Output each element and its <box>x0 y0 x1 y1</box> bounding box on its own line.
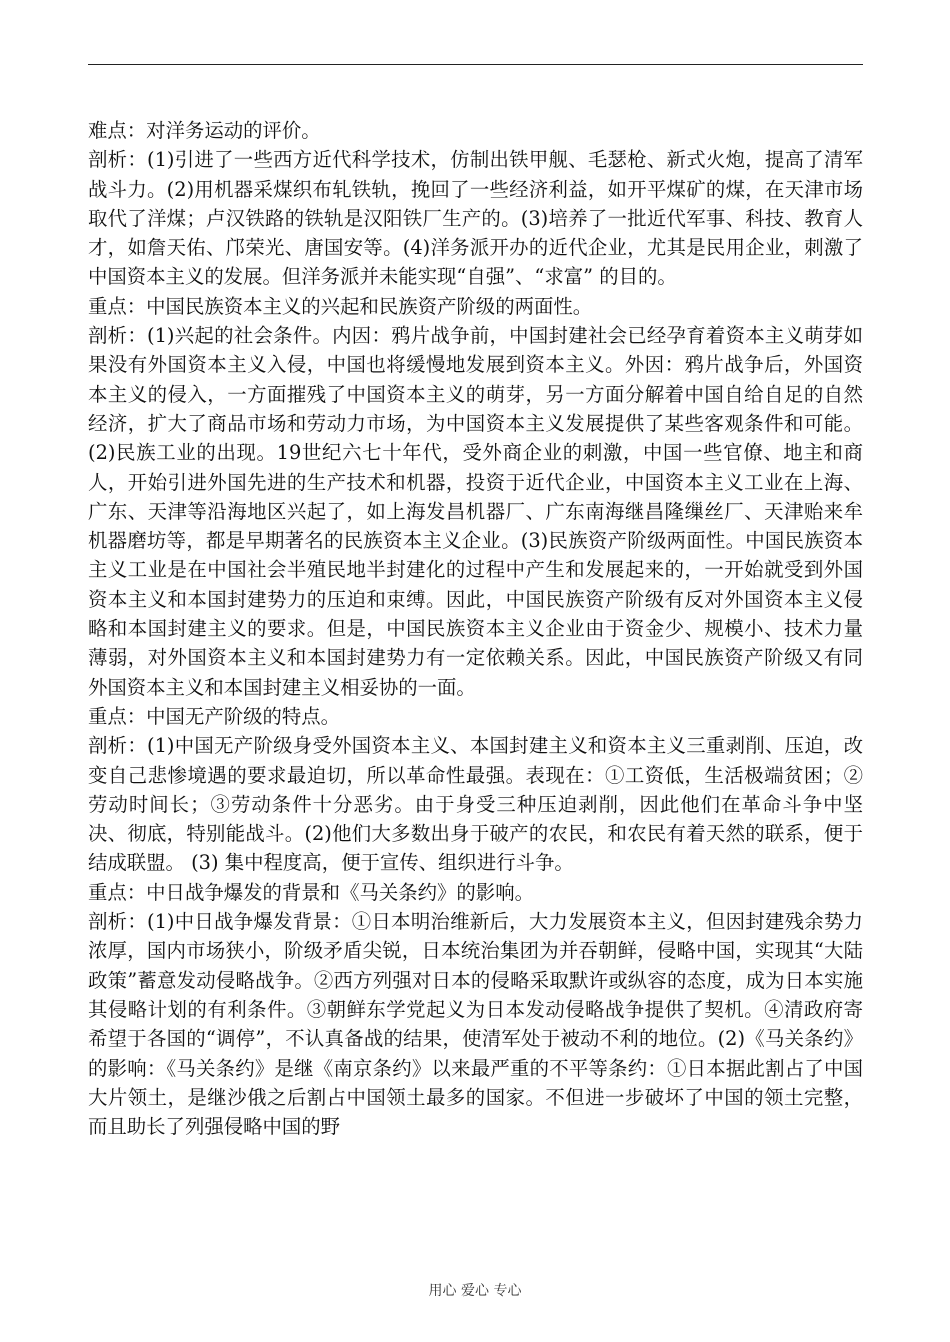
body-text <box>88 116 863 1141</box>
paragraph-analysis: 剖析：(1)中日战争爆发背景：①日本明治维新后，大力发展资本主义，但因封建残余势力浓厚，国内市场狭小，阶级矛盾尖锐，日本统治集团为并吞朝鲜，侵略中国，实现其“大陆政策”蓄意发动侵略战争。②西方列强对日本的侵略采取默许或纵容的态度，成为日本实施其侵略计划的有利条件。③朝鲜东学党起义为日本发动侵略战争提供了契机。④清政府寄希望于各国的“调停”，不认真备战的结果，使清军处于被动不利的地位。(2)《马关条约》的影响：《马关条约》是继《南京条约》以来最严重的不平等条约：①日本据此割占了中国大片领土，是继沙俄之后割占中国领土最多的国家。不但进一步破坏了中国的领土完整，而且助长了列强侵略中国的野 <box>88 910 863 1139</box>
paragraph-analysis: 剖析：(1)兴起的社会条件。内因：鸦片战争前，中国封建社会已经孕育着资本主义萌芽如果没有外国资本主义入侵，中国也将缓慢地发展到资本主义。外因：鸦片战争后，外国资本主义的侵入，一方面摧残了中国资本主义的萌芽，另一方面分解着中国自给自足的自然经济，扩大了商品市场和劳动力市场，为中国资本主义发展提供了某些客观条件和可能。(2)民族工业的出现。19世纪六七十年代，受外商企业的刺激，中国一些官僚、地主和商人，开始引进外国先进的生产技术和机器，投资于近代企业，中国资本主义工业在上海、广东、天津等沿海地区兴起了，如上海发昌机器厂、广东南海继昌隆缫丝厂、天津贻来牟机器磨坊等，都是早期著名的民族资本主义企业。(3)民族资产阶级两面性。中国民族资本主义工业是在中国社会半殖民地半封建化的过程中产生和发展起来的，一开始就受到外国资本主义和本国封建势力的压迫和束缚。因此，中国民族资产阶级有反对外国资本主义侵略和本国封建主义的要求。但是，中国民族资本主义企业由于资金少、规模小、技术力量薄弱，对外国资本主义和本国封建势力有一定依赖关系。因此，中国民族资产阶级又有同外国资本主义和本国封建主义相妥协的一面。 <box>88 324 863 699</box>
paragraph-analysis: 剖析：(1)中国无产阶级身受外国资本主义、本国封建主义和资本主义三重剥削、压迫，改变自己悲惨境遇的要求最迫切，所以革命性最强。表现在：①工资低，生活极端贫困；②劳动时间长；③劳动条件十分恶劣。由于身受三种压迫剥削，因此他们在革命斗争中坚决、彻底，特别能战斗。(2)他们大多数出身于破产的农民，和农民有着天然的联系，便于结成联盟。 (3) 集中程度高，便于宣传、组织进行斗争。 <box>88 734 863 875</box>
page-footer: 用心 爱心 专心 <box>428 1283 522 1299</box>
paragraph-analysis: 剖析：(1)引进了一些西方近代科学技术，仿制出铁甲舰、毛瑟枪、新式火炮，提高了清军战斗力。(2)用机器采煤织布轧铁轨，挽回了一些经济利益，如开平煤矿的煤，在天津市场取代了洋煤；卢汉铁路的铁轨是汉阳铁厂生产的。(3)培养了一批近代军事、科技、教育人才，如詹天佑、邝荣光、唐国安等。(4)洋务派开办的近代企业，尤其是民用企业，刺激了中国资本主义的发展。但洋务派并未能实现“自强”、“求富” 的目的。 <box>88 148 863 289</box>
paragraph-difficulty-heading: 难点：对洋务运动的评价。 <box>88 119 321 142</box>
paragraph-key-point-heading: 重点：中国民族资本主义的兴起和民族资产阶级的两面性。 <box>88 294 593 318</box>
paragraph-key-point-heading: 重点：中日战争爆发的背景和《马关条约》的影响。 <box>88 880 534 904</box>
header-rule <box>88 64 863 65</box>
paragraph-key-point-heading: 重点：中国无产阶级的特点。 <box>88 704 341 728</box>
